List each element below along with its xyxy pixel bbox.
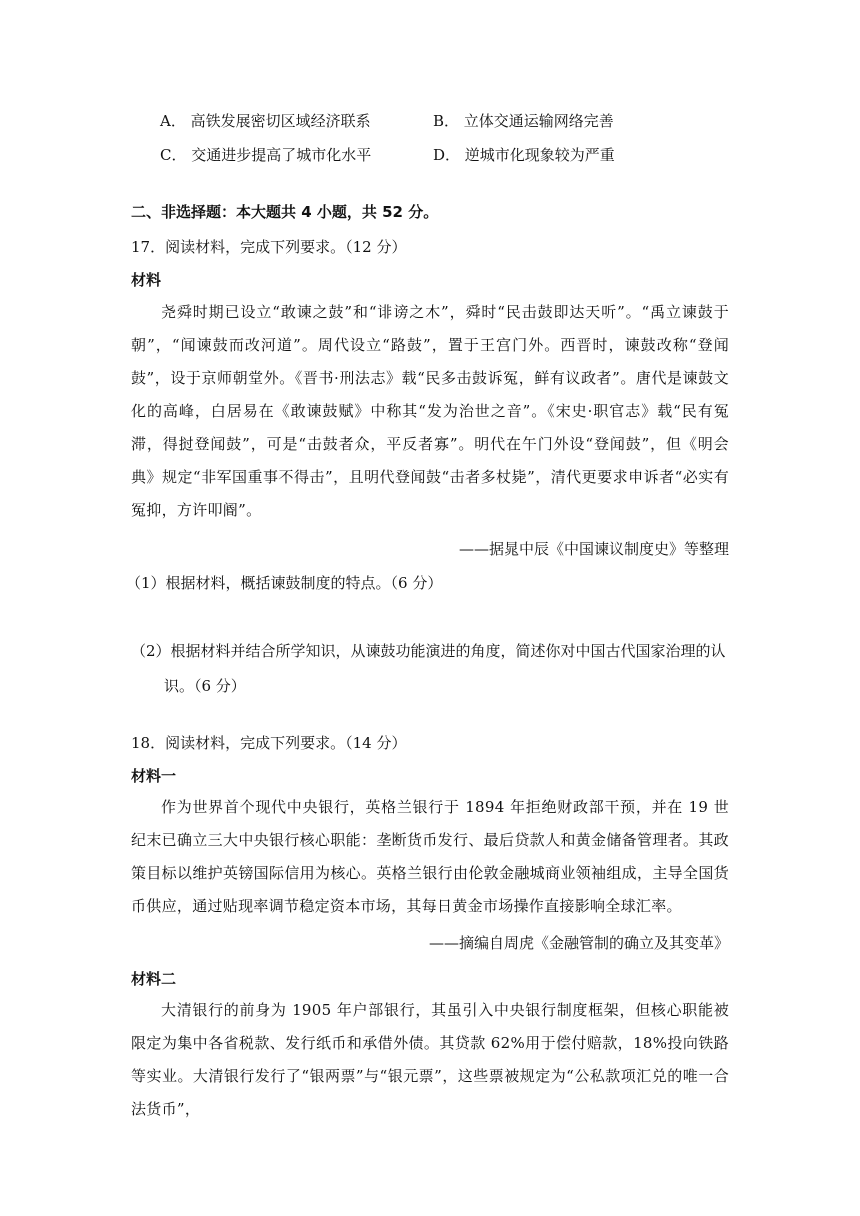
option-d: D． 逆城市化现象较为严重 — [433, 146, 615, 164]
option-c: C． 交通进步提高了城市化水平 — [160, 146, 372, 164]
q17-sub1: （1）根据材料，概括谏鼓制度的特点。（6 分） — [126, 574, 443, 592]
q18-material1-text: 作为世界首个现代中央银行，英格兰银行于 1894 年拒绝财政部干预，并在 19 世纪末已确立三大中央银行核心职能：垄断货币发行、最后贷款人和黄金储备管理者。其政策目标以维护英镑国际信用为核心。英格兰银行由伦敦金融城商业领袖组成，主导全国货币供应，通过贴现率调节稳定资本市场，其每日黄金市场操作直接影响全球汇率。 — [131, 798, 729, 915]
section-heading: 二、非选择题：本大题共 4 小题，共 52 分。 — [131, 203, 439, 221]
q17-sub2-line2: 识。（6 分） — [164, 677, 246, 695]
q17-material-text: 尧舜时期已设立“敢谏之鼓”和“诽谤之木”，舜时“民击鼓即达天听”。“禹立谏鼓于朝”，“闻谏鼓而改河道”。周代设立“路鼓”，置于王宫门外。西晋时，谏鼓改称“登闻鼓”，设于京师朝堂外。《晋书·刑法志》载“民多击鼓诉冤，鲜有议政者”。唐代是谏鼓文化的高峰，白居易在《敢谏鼓赋》中称其“发为治世之音”。《宋史·职官志》载“民有冤滞，得挝登闻鼓”，可是“击鼓者众，平反者寡”。明代在午门外设“登闻鼓”，但《明会典》规定“非军国重事不得击”，且明代登闻鼓“击者多杖毙”，清代更要求申诉者“必实有冤抑，方许叩阍”。 — [131, 303, 729, 519]
q18-material1-label: 材料一 — [131, 767, 177, 785]
q18-source1: ——摘编自周虎《金融管制的确立及其变革》 — [428, 934, 729, 952]
q18-material2-text: 大清银行的前身为 1905 年户部银行，其虽引入中央银行制度框架，但核心职能被限定为集中各省税款、发行纸币和承借外债。其贷款 62%用于偿付赔款，18%投向铁路等实业。大清银行发行了“银两票”与“银元票”，这些票被规定为“公私款项汇兑的唯一合法货币”， — [131, 1001, 729, 1118]
q17-sub2-line1: （2）根据材料并结合所学知识，从谏鼓功能演进的角度，简述你对中国古代国家治理的认 — [131, 642, 726, 660]
q17-material-label: 材料 — [131, 271, 162, 289]
q18-title: 18．阅读材料，完成下列要求。（14 分） — [131, 734, 407, 752]
option-a: A． 高铁发展密切区域经济联系 — [160, 112, 371, 130]
q17-title: 17．阅读材料，完成下列要求。（12 分） — [131, 238, 407, 256]
option-b: B． 立体交通运输网络完善 — [433, 112, 614, 130]
q17-source: ——据晁中辰《中国谏议制度史》等整理 — [458, 540, 729, 558]
q18-material2-label: 材料二 — [131, 970, 177, 988]
